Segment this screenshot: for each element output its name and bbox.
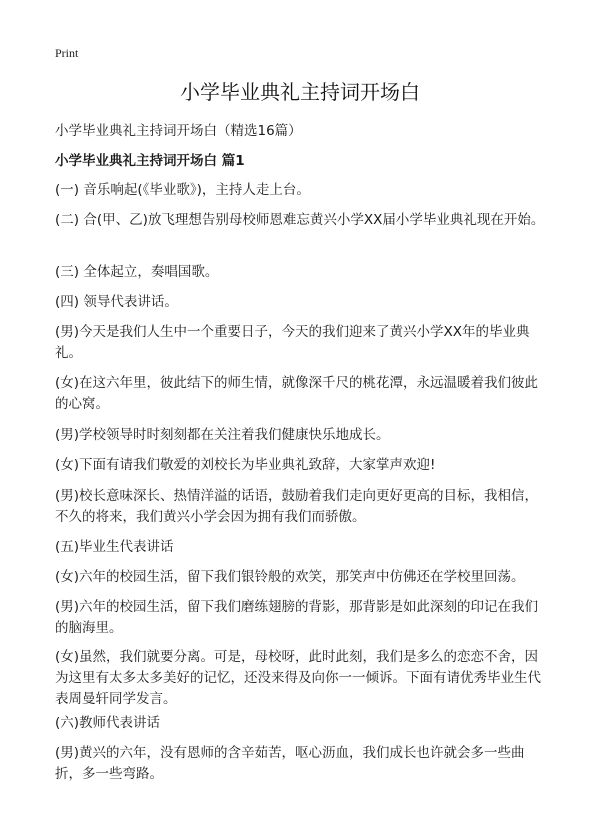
- paragraph-10: (五)毕业生代表讲话: [55, 539, 174, 555]
- paragraph-12: (男)六年的校园生活，留下我们磨练翅膀的背影，那背影是如此深刻的印记在我们的脑海里。: [55, 599, 539, 636]
- print-link[interactable]: Print: [55, 46, 79, 60]
- paragraph-11: (女)六年的校园生活，留下我们银铃般的欢笑，那笑声中仿佛还在学校里回荡。: [55, 569, 525, 585]
- paragraph-9: (男)校长意味深长、热情洋溢的话语，鼓励着我们走向更好更高的目标，我相信，不久的将来，我们黄兴小学会因为拥有我们而骄傲。: [55, 488, 539, 525]
- paragraph-15: (男)黄兴的六年，没有恩师的含辛茹苦，呕心沥血，我们成长也许就会多一些曲折，多一些弯路。: [55, 745, 525, 782]
- document-subtitle: 小学毕业典礼主持词开场白（精选16篇）: [55, 123, 302, 139]
- paragraph-1: (一) 音乐响起(《毕业歌》)，主持人走上台。: [55, 182, 310, 198]
- paragraph-3: (三) 全体起立，奏唱国歌。: [55, 264, 219, 280]
- paragraph-7: (男)学校领导时时刻刻都在关注着我们健康快乐地成长。: [55, 427, 390, 443]
- paragraph-5: (男)今天是我们人生中一个重要日子，今天的我们迎来了黄兴小学XX年的毕业典礼。: [55, 324, 530, 361]
- paragraph-8: (女)下面有请我们敬爱的刘校长为毕业典礼致辞，大家掌声欢迎!: [55, 457, 436, 473]
- section-heading: 小学毕业典礼主持词开场白 篇1: [55, 153, 245, 169]
- paragraph-2: (二) 合(甲、乙)放飞理想告别母校师恩难忘黄兴小学XX届小学毕业典礼现在开始。: [55, 212, 545, 228]
- paragraph-14: (六)教师代表讲话: [55, 715, 161, 731]
- paragraph-13: (女)虽然，我们就要分离。可是，母校呀，此时此刻，我们是多么的恋恋不舍，因为这里有太多太多美好的记忆，还没来得及向你一一倾诉。下面有请优秀毕业生代表周曼轩同学发言。: [55, 649, 541, 707]
- page-title: 小学毕业典礼主持词开场白: [180, 80, 420, 104]
- paragraph-4: (四) 领导代表讲话。: [55, 294, 178, 310]
- paragraph-6: (女)在这六年里，彼此结下的师生情，就像深千尺的桃花潭，永远温暖着我们彼此的心窝。: [55, 375, 539, 412]
